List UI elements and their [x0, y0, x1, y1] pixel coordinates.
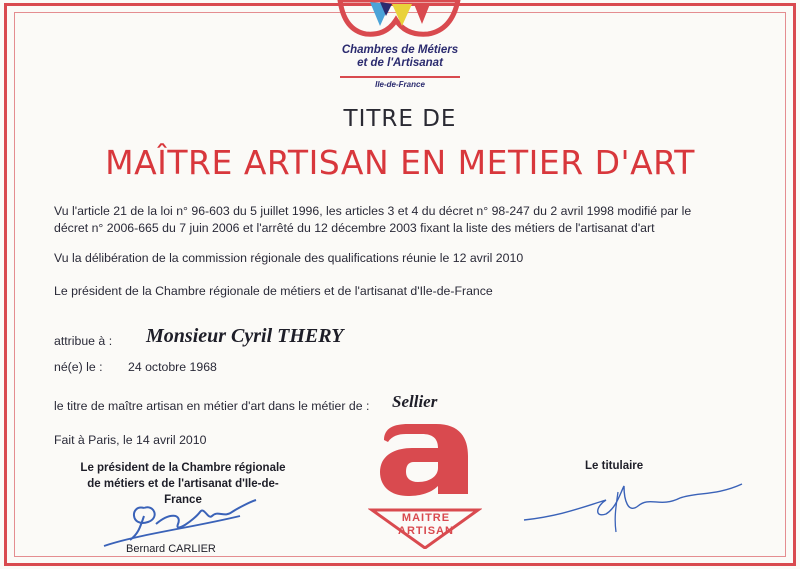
president-title-line3: France — [164, 494, 202, 506]
legal-reference-line1: Vu l'article 21 de la loi n° 96-603 du 5 juillet 1996, les articles 3 et 4 du décret n° 98-247 du 2 avril 1998 modifié par le — [54, 204, 692, 218]
deliberation-text: Vu la délibération de la commission régionale des qualifications réunie le 12 avril 2010 — [54, 251, 524, 265]
cma-logo — [336, 0, 462, 40]
organization-name-line1: Chambres de Métiers — [341, 44, 459, 56]
legal-reference-line2: décret n° 2006-665 du 7 juin 2006 et l'arrêté du 12 décembre 2003 fixant la liste des métiers de l'artisanat d'art — [54, 221, 655, 235]
emblem-line2: ARTISAN — [398, 525, 454, 537]
president-statement: Le président de la Chambre régionale de métiers et de l'artisanat d'Ile-de-France — [54, 284, 493, 298]
awarded-label: attribue à : — [54, 334, 113, 348]
holder-signature — [520, 478, 750, 538]
organization-region: Ile-de-France — [375, 80, 425, 89]
organization-divider — [340, 76, 460, 78]
birth-date-value: 24 octobre 1968 — [128, 360, 217, 374]
president-title-line2: de métiers et de l'artisanat d'Ile-de- — [87, 478, 279, 490]
issued-place-date: Fait à Paris, le 14 avril 2010 — [54, 433, 207, 447]
recipient-name: Monsieur Cyril THERY — [146, 325, 344, 347]
organization-name — [318, 44, 482, 70]
president-name: Bernard CARLIER — [126, 543, 216, 555]
trade-value: Sellier — [392, 392, 438, 411]
president-title-line1: Le président de la Chambre régionale — [80, 462, 286, 474]
birth-date-label: né(e) le : — [54, 360, 103, 374]
emblem-line1: MAITRE — [401, 512, 451, 524]
trade-label: le titre de maître artisan en métier d'art dans le métier de : — [54, 399, 370, 413]
title-prefix: TITRE DE — [343, 106, 457, 132]
organization-name-line2: et de l'Artisanat — [357, 57, 443, 69]
certificate-title: MAÎTRE ARTISAN EN METIER D'ART — [105, 143, 695, 182]
holder-label: Le titulaire — [585, 460, 644, 472]
